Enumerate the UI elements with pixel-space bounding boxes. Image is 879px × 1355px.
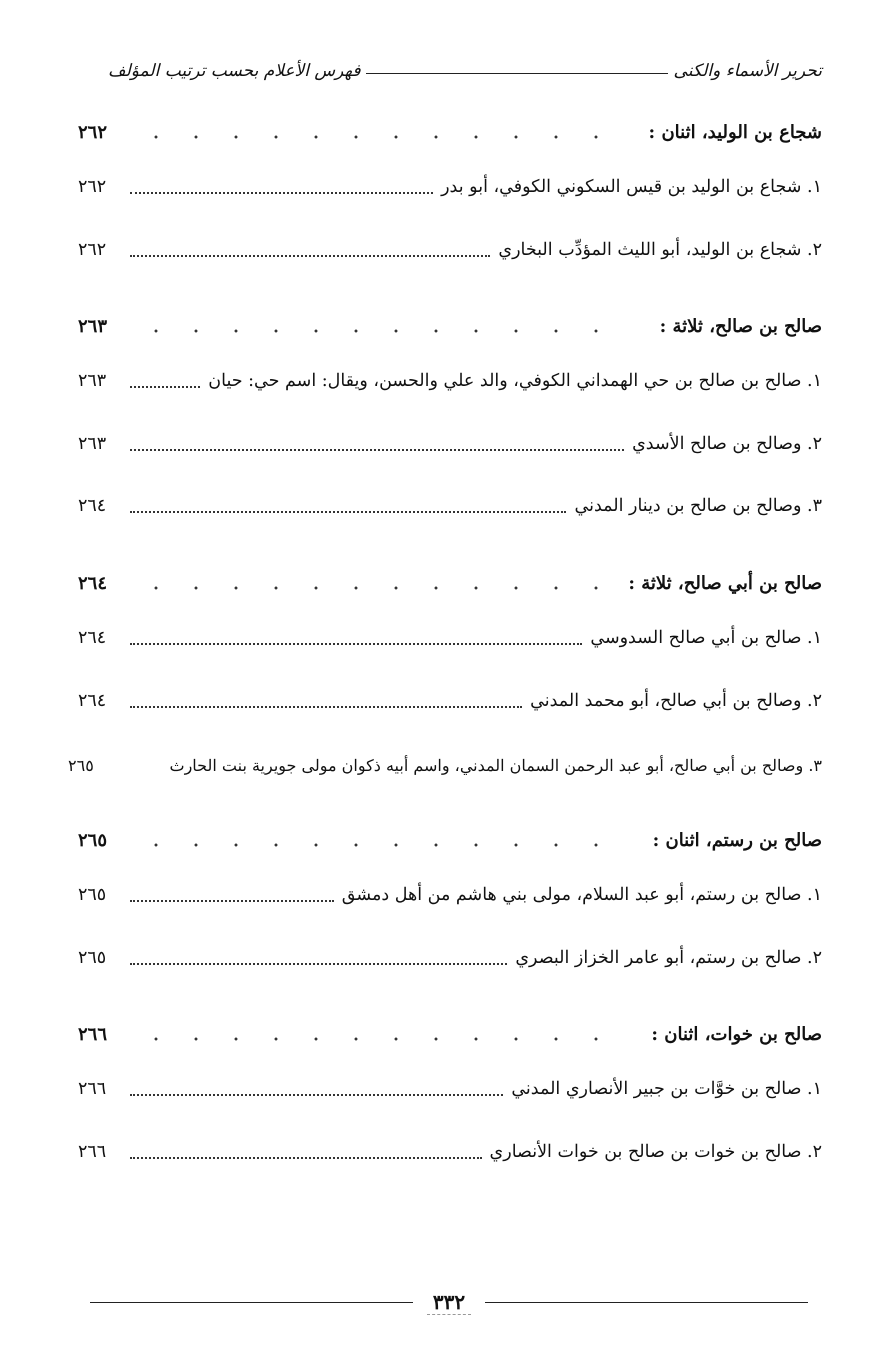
index-entry (78, 941, 822, 975)
group-heading (78, 566, 822, 600)
group-heading (78, 309, 822, 343)
book-title: تحرير الأسماء والكنى (673, 61, 822, 81)
entry-text: ٢. وصالح بن صالح الأسدي (632, 434, 822, 454)
index-entry (78, 427, 822, 461)
entry-text: ١. صالح بن رستم، أبو عبد السلام، مولى بني هاشم من أهل دمشق (341, 885, 822, 905)
group-heading (78, 1017, 822, 1051)
page-ref: ٢٦٥ (68, 755, 94, 775)
page-ref: ٢٦٥ (78, 948, 107, 968)
index-entry (78, 1135, 822, 1169)
page-ref: ٢٦٤ (78, 496, 107, 516)
index-entry (68, 748, 822, 782)
entry-text: ٢. صالح بن رستم، أبو عامر الخزاز البصري (515, 948, 822, 968)
entry-text: ٣. وصالح بن صالح بن دينار المدني (574, 496, 822, 516)
page-number: ٣٣٢ (427, 1290, 471, 1315)
page-ref: ٢٦٤ (78, 691, 107, 711)
entry-text: ٣. وصالح بن أبي صالح، أبو عبد الرحمن السمان المدني، واسم أبيه ذكوان مولى جويرية بنت الحارث (169, 755, 822, 775)
page-footer (90, 1282, 808, 1322)
page-ref: ٢٦٦ (78, 1142, 107, 1162)
dot-leader (136, 135, 621, 139)
running-header (108, 56, 822, 86)
index-entry (78, 170, 822, 204)
dot-leader (136, 586, 600, 590)
entry-text: ٢. شجاع بن الوليد، أبو الليث المؤدِّب البخاري (498, 240, 822, 260)
index-entry (78, 1072, 822, 1106)
page-ref: ٢٦٤ (78, 572, 108, 594)
heading-text: صالح بن خوات، اثنان : (651, 1023, 822, 1045)
group-heading (78, 115, 822, 149)
dot-leader (130, 449, 624, 451)
dot-leader (136, 329, 632, 333)
page-ref: ٢٦٣ (78, 434, 107, 454)
dot-leader (130, 511, 566, 513)
page-ref: ٢٦٥ (78, 829, 108, 851)
page-ref: ٢٦٥ (78, 885, 107, 905)
entry-text: ١. شجاع بن الوليد بن قيس السكوني الكوفي، أبو بدر (441, 177, 822, 197)
heading-text: شجاع بن الوليد، اثنان : (648, 121, 822, 143)
footer-rule-left (90, 1302, 413, 1303)
dot-leader (136, 1037, 623, 1041)
page-ref: ٢٦٤ (78, 628, 107, 648)
dot-leader (130, 643, 582, 645)
entry-text: ٢. صالح بن خوات بن صالح بن خوات الأنصاري (489, 1142, 822, 1162)
dot-leader (130, 386, 200, 388)
index-entry (78, 489, 822, 523)
index-entry (78, 684, 822, 718)
index-entry (78, 621, 822, 655)
footer-rule-right (485, 1302, 808, 1303)
dot-leader (130, 963, 507, 965)
group-heading (78, 823, 822, 857)
heading-text: صالح بن رستم، اثنان : (652, 829, 822, 851)
heading-text: صالح بن أبي صالح، ثلاثة : (628, 572, 822, 594)
heading-text: صالح بن صالح، ثلاثة : (659, 315, 822, 337)
page-ref: ٢٦٢ (78, 121, 108, 143)
dot-leader (130, 255, 490, 257)
dot-leader (130, 706, 522, 708)
entry-text: ٢. وصالح بن أبي صالح، أبو محمد المدني (530, 691, 822, 711)
page-ref: ٢٦٣ (78, 371, 107, 391)
entry-text: ١. صالح بن أبي صالح السدوسي (590, 628, 822, 648)
dot-leader (130, 192, 433, 194)
dot-leader (136, 843, 625, 847)
index-entry (78, 233, 822, 267)
page-ref: ٢٦٦ (78, 1079, 107, 1099)
page-ref: ٢٦٢ (78, 240, 107, 260)
entry-text: ١. صالح بن خوَّات بن جبير الأنصاري المدني (511, 1079, 822, 1099)
dot-leader (130, 1157, 482, 1159)
header-rule (366, 73, 667, 74)
page-ref: ٢٦٣ (78, 315, 108, 337)
page-ref: ٢٦٦ (78, 1023, 108, 1045)
section-title: فهرس الأعلام بحسب ترتيب المؤلف (108, 61, 361, 81)
dot-leader (130, 900, 334, 902)
index-entry (78, 364, 822, 398)
page-ref: ٢٦٢ (78, 177, 107, 197)
index-entry (78, 878, 822, 912)
entry-text: ١. صالح بن صالح بن حي الهمداني الكوفي، والد علي والحسن، ويقال: اسم حي: حيان (208, 371, 822, 391)
dot-leader (130, 1094, 503, 1096)
